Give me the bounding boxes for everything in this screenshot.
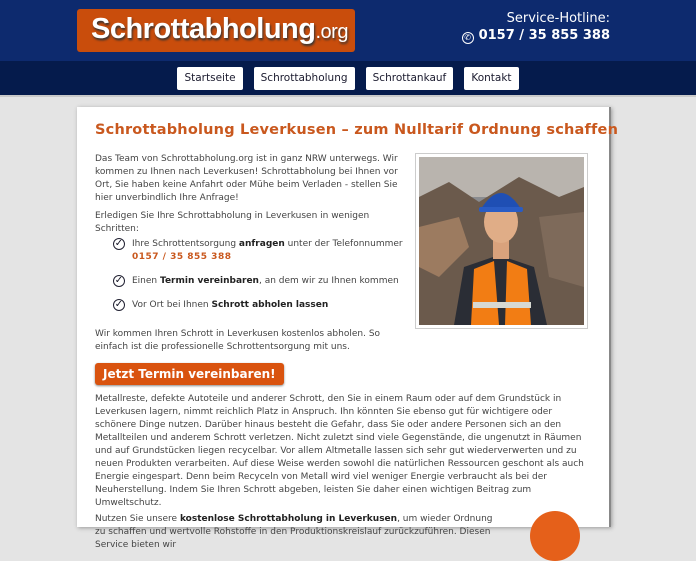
- logo-suffix: .org: [315, 21, 348, 43]
- page-title: Schrottabholung Leverkusen – zum Nulltarif Ordnung schaffen: [95, 122, 619, 138]
- intro-text: Das Team von Schrottabholung.org ist in ganz NRW unterwegs. Wir kommen zu Ihnen nach Leverkusen! Schrottabholung bei Ihnen vor Ort, Sie haben keine Anfahrt oder Mühe beim Verladen - stellen Sie hier unverbindlich Ihre Anfrage!: [95, 154, 398, 203]
- site-header: [0, 0, 696, 61]
- nav-schrottabholung[interactable]: Schrottabholung: [254, 67, 355, 90]
- steps-intro: Erledigen Sie Ihre Schrottabholung in Leverkusen in wenigen Schritten:: [95, 211, 370, 234]
- main-nav: [0, 61, 696, 97]
- nav-kontakt[interactable]: Kontakt: [464, 67, 518, 90]
- step-item: ✓ Ihre Schrottentsorgung anfragen unter der Telefonnummer 0157 / 35 855 388: [114, 238, 403, 262]
- worker-photo: [415, 153, 588, 329]
- outro-text: Wir kommen Ihren Schrott in Leverkusen kostenlos abholen. So einfach ist die professionelle Schrottentsorgung mit uns.: [95, 329, 381, 352]
- floating-badge[interactable]: [530, 511, 580, 561]
- step-item: ✓ Vor Ort bei Ihnen Schrott abholen lassen: [114, 299, 329, 310]
- checkmark-icon: ✓: [114, 238, 124, 249]
- content-card: [77, 107, 619, 550]
- checkmark-icon: ✓: [114, 299, 124, 310]
- appointment-button[interactable]: Jetzt Termin vereinbaren!: [95, 363, 284, 385]
- hotline-label: Service-Hotline:: [506, 11, 610, 26]
- phone-icon: ✆: [462, 32, 474, 44]
- steps-list: [113, 238, 413, 323]
- hotline-number[interactable]: 0157 / 35 855 388: [478, 28, 610, 43]
- logo-text: Schrottabholung: [91, 13, 316, 45]
- service-hotline: [462, 10, 610, 44]
- nav-schrottankauf[interactable]: Schrottankauf: [366, 67, 454, 90]
- nav-startseite[interactable]: Startseite: [177, 67, 242, 90]
- step-item: ✓ Einen Termin vereinbaren, an dem wir zu Ihnen kommen: [114, 275, 399, 286]
- checkmark-icon: ✓: [114, 275, 124, 286]
- closing-text: Nutzen Sie unsere kostenlose Schrottabholung in Leverkusen, um wieder Ordnung zu schaffen und wertvolle Rohstoffe in den Produktionskreislauf zurückzuführen. Diesen Service bieten wir: [95, 514, 493, 550]
- step-phone[interactable]: 0157 / 35 855 388: [132, 252, 232, 262]
- site-logo[interactable]: [77, 9, 355, 52]
- body-text: Metallreste, defekte Autoteile und anderer Schrott, den Sie in einem Raum oder auf dem Grundstück in Leverkusen lagern, nimmt reichlich Platz in Anspruch. Ihn könnten Sie ebenso gut für wichtigere oder schönere Dinge nutzen. Darüber hinaus besteht die Gefahr, dass Sie oder andere Personen sich an den Metallteilen und anderem Schrott verletzen. Nicht zuletzt sind viele Gegenstände, die ungenutzt in Räumen und auf Grundstücken liegen recycelbar. Vor allem Altmetalle lassen sich sehr gut wiederverwerten und zu neuen Produkten verarbeiten. Auf diese Weise werden sowohl die natürlichen Ressourcen geschont als auch Energie eingespart. Denn beim Recyceln von Metall wird viel weniger Energie verbraucht als bei der Neuherstellung. Indem Sie Ihren Schrott abgeben, leisten Sie daher einen wichtigen Beitrag zum Umweltschutz.: [95, 394, 584, 508]
